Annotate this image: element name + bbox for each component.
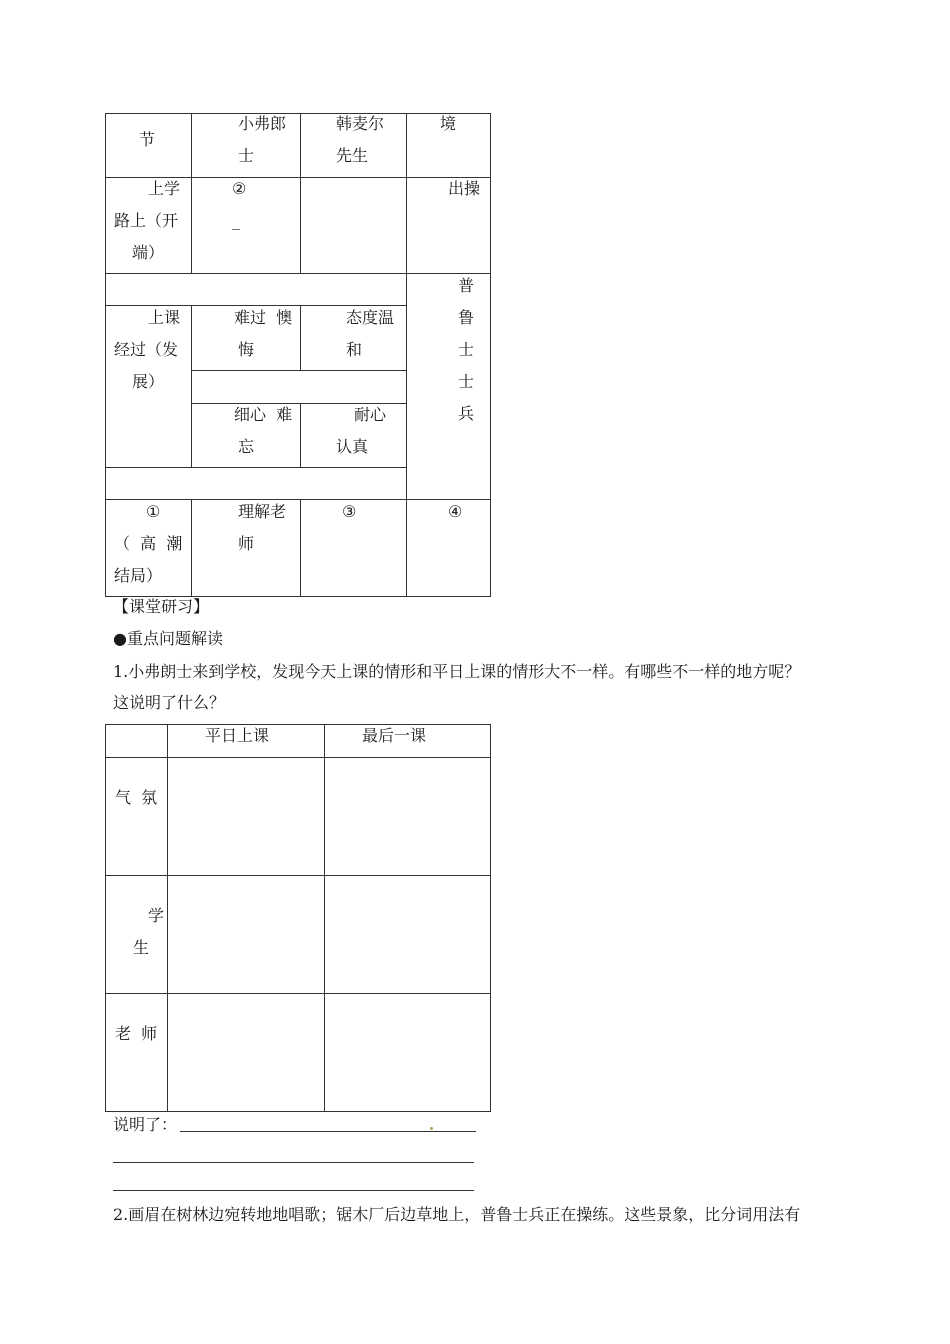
row-label-teacher: 老 师: [115, 1024, 158, 1043]
row-climax-label-1: ①: [146, 502, 161, 521]
climax-c2-2: 师: [238, 534, 255, 553]
blank-marker-4: ④: [448, 502, 463, 521]
column-header-last-class: 最后一课: [362, 726, 427, 745]
row-start-label-1: 上学: [148, 179, 181, 198]
row-develop-label-1: 上课: [148, 308, 181, 327]
question-1-line-1: 1.小弗朗士来到学校，发现今天上课的情形和平日上课的情形大不一样。有哪些不一样的地方呢？: [113, 662, 801, 681]
blank-underscore: _: [232, 211, 240, 230]
explain-answer-line-2[interactable]: [113, 1162, 474, 1163]
explain-answer-line-1[interactable]: [180, 1131, 476, 1132]
subheading: ●重点问题解读: [113, 629, 223, 648]
row-label-students-1: 学: [148, 906, 165, 925]
header-section: 节: [139, 130, 156, 149]
develop-a3-1: 态度温: [346, 308, 395, 327]
side-char-3: 士: [457, 340, 474, 359]
row-develop-label-2: 经过（发: [114, 340, 179, 359]
question-2-line-1: 2.画眉在树林边宛转地地唱歌；锯木厂后边草地上，普鲁士兵正在操练。这些景象，比分词用法有: [113, 1205, 801, 1224]
section-heading: 【课堂研习】: [113, 597, 210, 616]
row-label-atmosphere: 气 氛: [115, 788, 158, 807]
row-develop-label-3: 展）: [132, 372, 165, 391]
row-climax-label-2: （ 高 潮: [114, 534, 183, 553]
dot-mark: [430, 1127, 433, 1130]
header-hanmaier-2: 先生: [336, 146, 369, 165]
explain-answer-line-3[interactable]: [113, 1190, 474, 1191]
row-start-label-2: 路上（开: [114, 211, 179, 230]
develop-a2-2: 悔: [238, 340, 255, 359]
develop-b2-2: 忘: [238, 437, 255, 456]
develop-b3-1: 耐心: [354, 405, 387, 424]
row-start-label-3: 端）: [132, 243, 165, 262]
develop-a3-2: 和: [346, 340, 363, 359]
develop-a2-1: 难过 懊: [234, 308, 293, 327]
side-char-4: 士: [457, 372, 474, 391]
blank-marker-2: ②: [232, 179, 247, 198]
develop-b2-1: 细心 难: [234, 405, 293, 424]
blank-marker-3: ③: [342, 502, 357, 521]
develop-b3-2: 认真: [336, 437, 369, 456]
column-header-normal-class: 平日上课: [205, 726, 270, 745]
row-climax-label-3: 结局）: [114, 566, 163, 585]
question-1-line-2: 这说明了什么？: [113, 693, 226, 712]
side-char-2: 鲁: [457, 308, 474, 327]
side-char-1: 普: [457, 276, 474, 295]
row-start-environment: 出操: [448, 179, 481, 198]
climax-c2-1: 理解老: [238, 502, 287, 521]
header-hanmaier-1: 韩麦尔: [336, 114, 385, 133]
row-label-students-2: 生: [133, 938, 150, 957]
header-environment: 境: [440, 114, 457, 133]
header-xiaofulangshi-1: 小弗郎: [238, 114, 287, 133]
side-char-5: 兵: [457, 404, 474, 423]
header-xiaofulangshi-2: 士: [238, 146, 255, 165]
explain-label: 说明了：: [113, 1115, 178, 1134]
